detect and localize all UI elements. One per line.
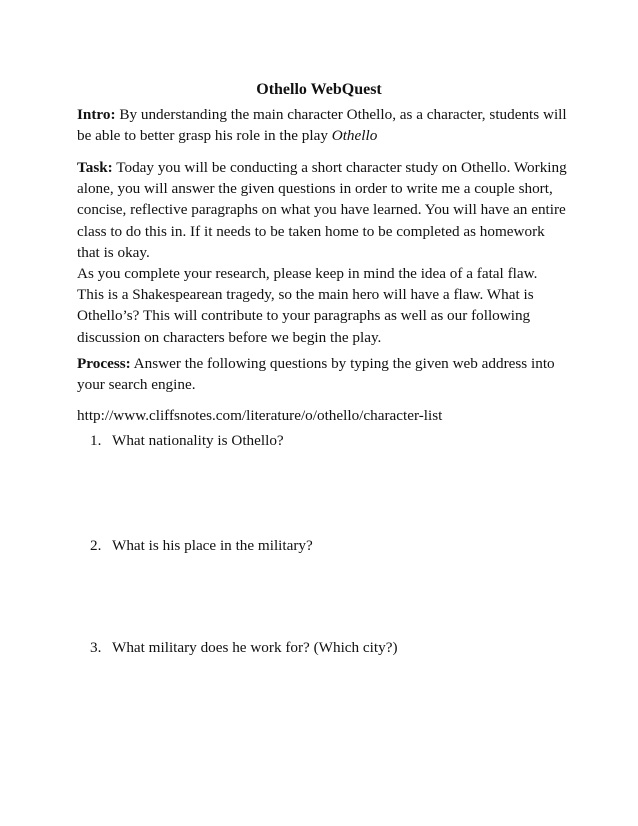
intro-label: Intro:	[77, 106, 116, 123]
question-number: 1.	[90, 432, 102, 449]
intro-play-title: Othello	[331, 127, 378, 145]
task-paragraph-2: As you complete your research, please keep in mind the idea of a fatal flaw. This is a Shakespearean tragedy, so the main hero will have a flaw. What is Othello’s? This will contribute to your paragraphs as well as our following discussion on characters before we begin the play.	[77, 265, 538, 346]
question-text: What nationality is Othello?	[112, 432, 284, 449]
task-text-1: Today you will be conducting a short character study on Othello. Working alone, you will answer the given questions in order to write me a couple short, concise, reflective paragraphs on what you have learned. You will have an entire class to do this in. If it needs to be taken home to be completed as homework that is okay.	[77, 159, 567, 261]
document-title: Othello WebQuest	[256, 81, 382, 98]
question-text: What military does he work for? (Which city?)	[112, 639, 398, 656]
question-text: What is his place in the military?	[112, 537, 313, 554]
reference-url: http://www.cliffsnotes.com/literature/o/othello/character-list	[77, 407, 443, 424]
question-item	[90, 430, 284, 451]
intro-text: By understanding the main character Othello, as a character, students will be able to better grasp his role in the play	[77, 106, 567, 145]
question-number: 3.	[90, 639, 102, 656]
question-number: 2.	[90, 537, 102, 554]
task-section	[77, 157, 567, 348]
process-text: Answer the following questions by typing the given web address into your search engine.	[77, 355, 555, 394]
task-paragraph-1	[77, 157, 567, 263]
process-section	[77, 353, 567, 395]
task-label: Task:	[77, 159, 113, 176]
process-paragraph	[77, 353, 567, 395]
question-item	[90, 637, 398, 658]
process-label: Process:	[77, 355, 131, 372]
intro-section	[77, 104, 567, 146]
intro-paragraph	[77, 104, 567, 146]
question-item	[90, 535, 313, 556]
